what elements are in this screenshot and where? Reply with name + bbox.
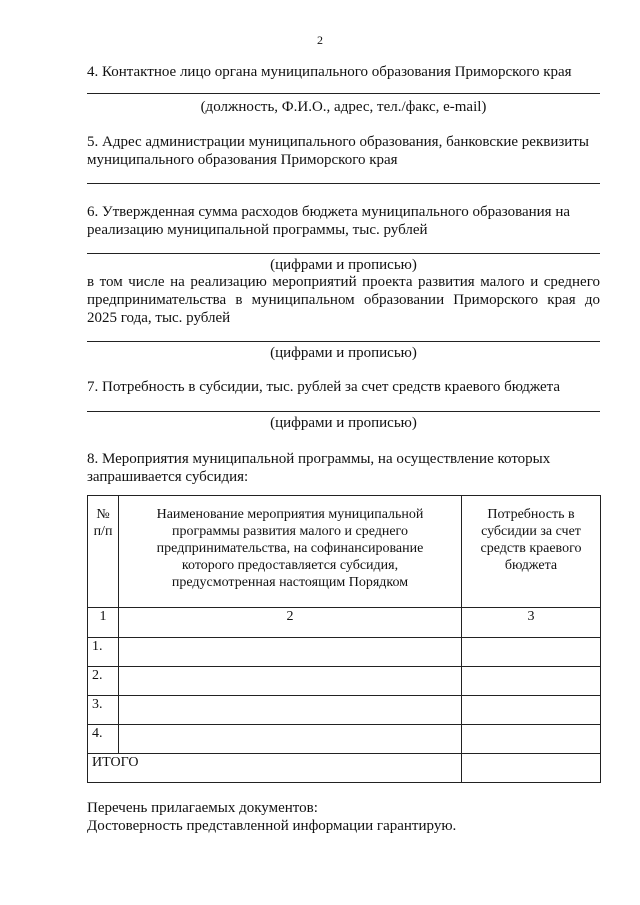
- table-row: [88, 638, 601, 667]
- header-subsidy-line: Потребность в: [487, 507, 575, 522]
- activity-cell: [119, 725, 462, 754]
- header-number-pp: п/п: [93, 524, 113, 539]
- column-number-3: 3: [462, 608, 601, 638]
- header-activity-name: [119, 496, 462, 608]
- activity-cell: [119, 696, 462, 725]
- table-row: [88, 725, 601, 754]
- section-5-line-1: 5. Адрес администрации муниципального образования, банковские реквизиты: [87, 134, 589, 150]
- section-7-fill-line: [87, 411, 600, 412]
- column-number-2: 2: [119, 608, 462, 638]
- header-subsidy-line: средств краевого: [480, 541, 582, 556]
- header-activity-line: Наименование мероприятия муниципальной: [156, 507, 424, 522]
- total-label: ИТОГО: [88, 754, 462, 783]
- table-header-row: [88, 496, 601, 608]
- header-number-symbol: №: [96, 507, 110, 522]
- total-value-cell: [462, 754, 601, 783]
- table-numbering-row: [88, 608, 601, 638]
- subsidy-cell: [462, 725, 601, 754]
- section-7-title: 7. Потребность в субсидии, тыс. рублей за счет средств краевого бюджета: [87, 379, 561, 395]
- header-activity-line: программы развития малого и среднего: [172, 524, 408, 539]
- section-6-sub-line-3: 2025 года, тыс. рублей: [87, 310, 231, 326]
- accuracy-guarantee-statement: Достоверность представленной информации гарантирую.: [87, 818, 457, 834]
- subsidy-cell: [462, 696, 601, 725]
- header-number: [88, 496, 119, 608]
- section-4-caption: (должность, Ф.И.О., адрес, тел./факс, e-mail): [200, 99, 487, 115]
- section-6-line-1: 6. Утвержденная сумма расходов бюджета муниципального образования на: [87, 204, 571, 220]
- section-8-line-2: запрашивается субсидия:: [87, 469, 249, 485]
- header-activity-line: предпринимательства, на софинансирование: [156, 541, 424, 556]
- activity-cell: [119, 667, 462, 696]
- subsidy-cell: [462, 638, 601, 667]
- subsidy-cell: [462, 667, 601, 696]
- section-6-caption-2: (цифрами и прописью): [270, 345, 417, 361]
- section-5-line-2: муниципального образования Приморского края: [87, 152, 398, 168]
- activity-cell: [119, 638, 462, 667]
- row-number: 2.: [88, 667, 119, 696]
- column-number-1: 1: [88, 608, 119, 638]
- section-6-fill-line-2: [87, 341, 600, 342]
- header-subsidy-line: субсидии за счет: [481, 524, 581, 539]
- subsidy-activities-table: [87, 495, 601, 783]
- row-number: 3.: [88, 696, 119, 725]
- table-row: [88, 667, 601, 696]
- header-activity-line: предусмотренная настоящим Порядком: [171, 575, 409, 590]
- section-4-fill-line: [87, 93, 600, 94]
- section-6-line-2: реализацию муниципальной программы, тыс. рублей: [87, 222, 428, 238]
- row-number: 4.: [88, 725, 119, 754]
- header-subsidy-need: [462, 496, 601, 608]
- table-total-row: [88, 754, 601, 783]
- section-4-title: 4. Контактное лицо органа муниципального образования Приморского края: [87, 64, 572, 80]
- row-number: 1.: [88, 638, 119, 667]
- section-7-caption: (цифрами и прописью): [270, 415, 417, 431]
- page-number: 2: [317, 33, 323, 47]
- table-row: [88, 696, 601, 725]
- attached-documents-label: Перечень прилагаемых документов:: [87, 800, 318, 816]
- section-6-caption-1: (цифрами и прописью): [270, 257, 417, 273]
- header-subsidy-line: бюджета: [504, 558, 558, 573]
- section-6-sub-line-2: предпринимательства в муниципальном образовании Приморского края до: [87, 292, 600, 308]
- header-activity-line: которого предоставляется субсидия,: [181, 558, 399, 573]
- section-6-fill-line-1: [87, 253, 600, 254]
- section-8-line-1: 8. Мероприятия муниципальной программы, на осуществление которых: [87, 451, 551, 467]
- section-6-sub-line-1: в том числе на реализацию мероприятий проекта развития малого и среднего: [87, 274, 600, 290]
- section-5-fill-line: [87, 183, 600, 184]
